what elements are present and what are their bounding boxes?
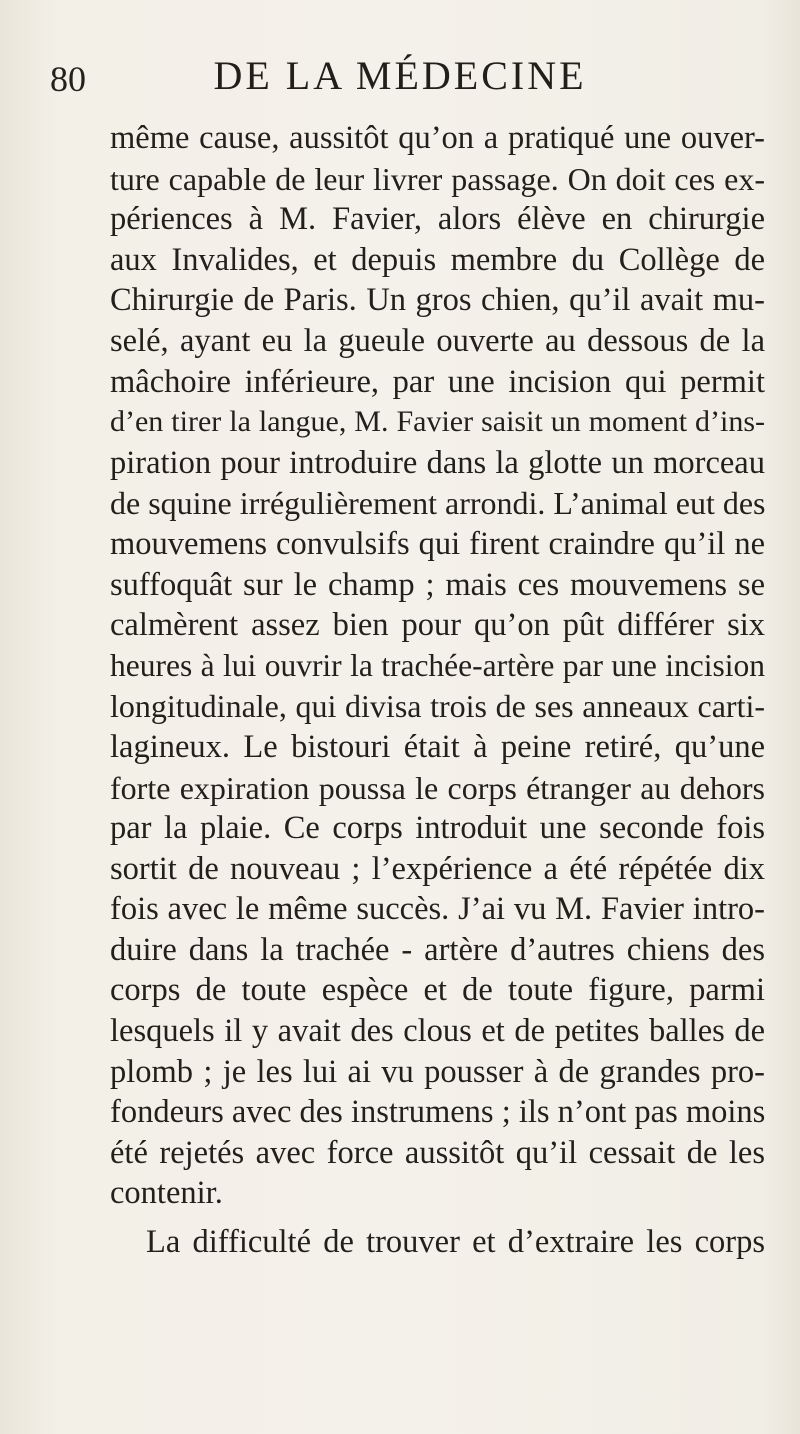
text-line: piration pour introduire dans la glotte un morceau (110, 444, 765, 481)
text-line: mâchoire inférieure, par une incision qui permit (110, 363, 765, 400)
text-line: La difficulté de trouver et d’extraire les corps (146, 1224, 765, 1261)
text-line: été rejetés avec force aussitôt qu’il cessait de les (110, 1134, 765, 1171)
text-line: selé, ayant eu la gueule ouverte au dessous de la (110, 322, 765, 359)
text-line: aux Invalides, et depuis membre du Collège de (110, 241, 765, 278)
text-line: lesquels il y avait des clous et de petites balles de (110, 1013, 765, 1050)
text-line: d’en tirer la langue, M. Favier saisit un moment d’ins- (110, 405, 765, 439)
text-line: calmèrent assez bien pour qu’on pût différer six (110, 607, 765, 644)
page-header (0, 52, 800, 100)
text-line: mouvemens convulsifs qui firent craindre qu’il ne (110, 525, 765, 562)
text-line: forte expiration poussa le corps étranger au dehors (110, 769, 765, 806)
text-line: plomb ; je les lui ai vu pousser à de grandes pro- (110, 1053, 765, 1090)
text-line: longitudinale, qui divisa trois de ses anneaux carti- (110, 688, 765, 725)
text-line: suffoquât sur le champ ; mais ces mouvemens se (110, 566, 765, 603)
text-line: fois avec le même succès. J’ai vu M. Favier intro- (110, 891, 765, 928)
text-line: lagineux. Le bistouri était à peine retiré, qu’une (110, 728, 765, 765)
text-line: fondeurs avec des instrumens ; ils n’ont pas moins (110, 1094, 766, 1131)
text-line: périences à M. Favier, alors élève en chirurgie (110, 201, 765, 238)
text-line: de squine irrégulièrement arrondi. L’animal eut des (110, 485, 766, 522)
running-title: DE LA MÉDECINE (213, 53, 587, 98)
text-line: même cause, aussitôt qu’on a pratiqué une ouver- (110, 120, 765, 156)
text-line: corps de toute espèce et de toute figure, parmi (110, 972, 765, 1009)
text-line: contenir. (110, 1175, 223, 1212)
body-text (110, 118, 765, 1263)
page-number: 80 (50, 59, 86, 99)
text-line: duire dans la trachée - artère d’autres chiens des (110, 931, 765, 968)
text-line: sortit de nouveau ; l’expérience a été répétée dix (110, 850, 765, 887)
paragraph-1 (110, 118, 765, 1214)
paragraph-2 (110, 1222, 765, 1263)
text-line: ture capable de leur livrer passage. On doit ces ex- (110, 160, 765, 197)
text-line: heures à lui ouvrir la trachée-artère par une incision (110, 647, 765, 683)
text-line: par la plaie. Ce corps introduit une seconde fois (110, 810, 765, 847)
paragraph-gap (110, 1214, 765, 1222)
text-line: Chirurgie de Paris. Un gros chien, qu’il avait mu- (110, 282, 765, 319)
